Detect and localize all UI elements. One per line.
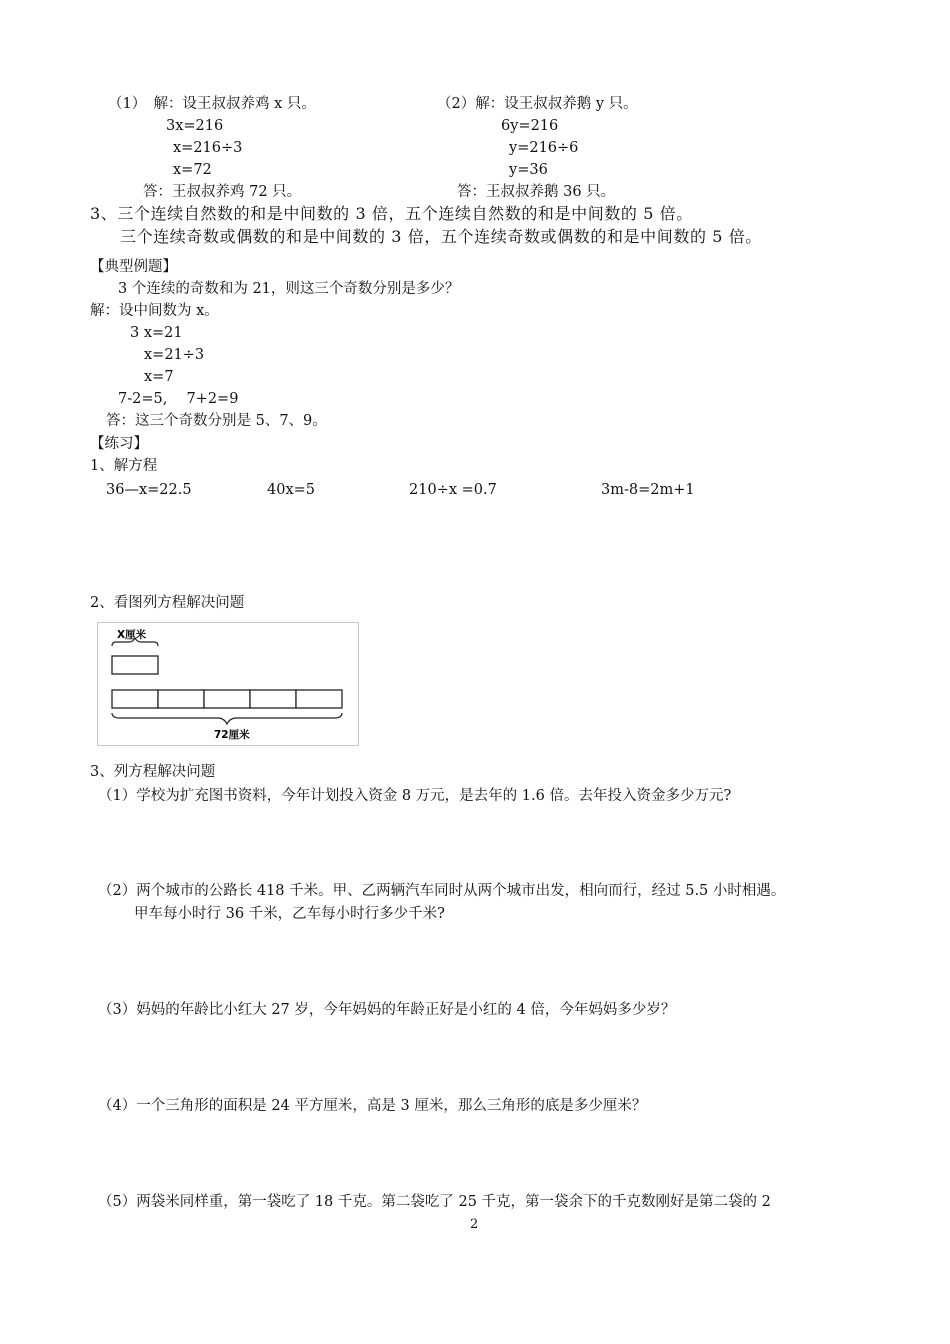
typical-answer: 答：这三个奇数分别是 5、7、9。 xyxy=(106,413,327,429)
typical-example-question: 3 个连续的奇数和为 21，则这三个奇数分别是多少？ xyxy=(118,281,460,297)
five-segment-bar xyxy=(112,690,342,708)
typical-step: 3 x=21 xyxy=(130,325,183,341)
rule-3-line-1: 3、三个连续自然数的和是中间数的 3 倍，五个连续自然数的和是中间数的 5 倍。 xyxy=(90,204,693,223)
solution-1-step: x=216÷3 xyxy=(173,140,243,156)
solution-2-step: y=216÷6 xyxy=(509,140,579,156)
typical-example-heading: 【典型例题】 xyxy=(90,259,177,275)
practice-q3-title: 3、列方程解决问题 xyxy=(90,764,216,780)
typical-step: x=7 xyxy=(144,369,174,385)
word-problem: （1）学校为扩充图书资料，今年计划投入资金 8 万元，是去年的 1.6 倍。去年投入资金多少万元? xyxy=(98,788,732,804)
typical-step: 7-2=5, 7+2=9 xyxy=(118,391,239,407)
practice-q2-title: 2、看图列方程解决问题 xyxy=(90,595,245,611)
word-problem: （4）一个三角形的面积是 24 平方厘米，高是 3 厘米，那么三角形的底是多少厘米？ xyxy=(98,1098,647,1114)
solution-2-heading: （2）解：设王叔叔养鹅 y 只。 xyxy=(437,96,638,112)
solution-1-step: x=72 xyxy=(173,162,212,178)
word-problem: （3）妈妈的年龄比小红大 27 岁，今年妈妈的年龄正好是小红的 4 倍，今年妈妈多少岁？ xyxy=(98,1002,676,1018)
solution-2-answer: 答：王叔叔养鹅 36 只。 xyxy=(457,184,616,200)
bottom-brace-icon xyxy=(112,713,342,724)
equation: 210÷x =0.7 xyxy=(409,482,497,498)
typical-solution-intro: 解：设中间数为 x。 xyxy=(90,303,219,319)
solution-2-step: y=36 xyxy=(509,162,548,178)
solution-1-step: 3x=216 xyxy=(166,118,224,134)
solution-2-step: 6y=216 xyxy=(501,118,559,134)
segment-diagram xyxy=(97,622,359,746)
solution-1-heading: （1） 解：设王叔叔养鸡 x 只。 xyxy=(108,96,316,112)
practice-q1-title: 1、解方程 xyxy=(90,458,158,474)
word-problem-continued: 甲车每小时行 36 千米，乙车每小时行多少千米? xyxy=(134,906,445,922)
page-number: 2 xyxy=(470,1217,479,1232)
practice-heading: 【练习】 xyxy=(90,436,148,452)
word-problem: （2）两个城市的公路长 418 千米。甲、乙两辆汽车同时从两个城市出发，相向而行，经过 5.5 小时相遇。 xyxy=(98,883,786,899)
total-length-label: 72厘米 xyxy=(214,729,250,741)
equation: 40x=5 xyxy=(267,482,316,498)
single-segment xyxy=(112,656,158,674)
word-problem: （5）两袋米同样重，第一袋吃了 18 千克。第二袋吃了 25 千克，第一袋余下的千克数刚好是第二袋的 2 xyxy=(98,1194,771,1210)
solution-1-answer: 答：王叔叔养鸡 72 只。 xyxy=(143,184,302,200)
equation: 3m-8=2m+1 xyxy=(601,482,695,498)
typical-step: x=21÷3 xyxy=(144,347,205,363)
rule-3-line-2: 三个连续奇数或偶数的和是中间数的 3 倍，五个连续奇数或偶数的和是中间数的 5 倍。 xyxy=(120,227,762,246)
top-length-label: X厘米 xyxy=(117,629,147,641)
equation: 36—x=22.5 xyxy=(106,482,192,498)
